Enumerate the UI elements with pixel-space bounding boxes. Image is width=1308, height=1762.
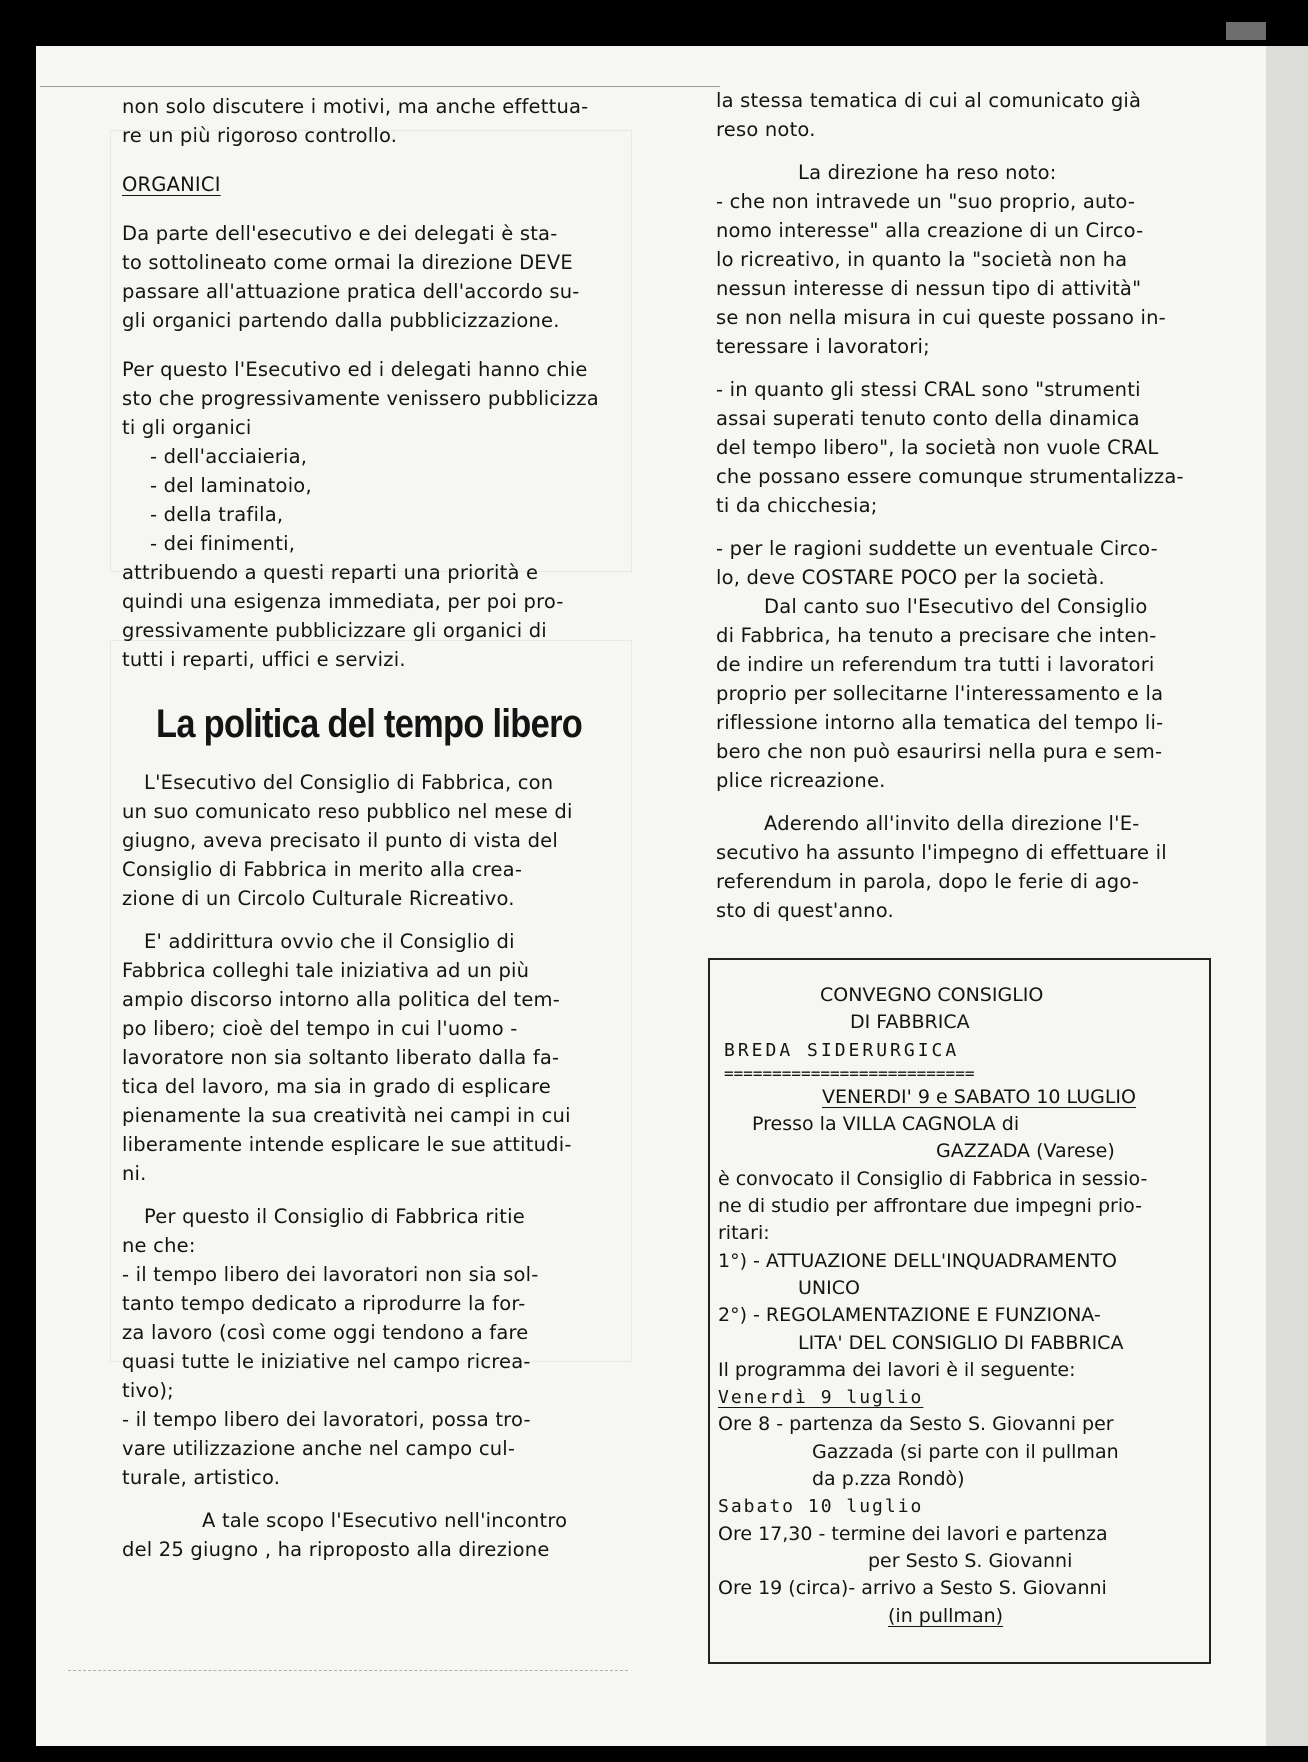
canto-paragraph: [716, 592, 1230, 795]
list-item: - dei finimenti,: [150, 532, 296, 555]
text-line: se non nella misura in cui queste possano in-: [716, 306, 1166, 329]
paragraph-ovvio: [122, 927, 662, 1188]
list-item: - dell'acciaieria,: [150, 445, 308, 468]
text-line: ti da chicchesia;: [716, 494, 878, 517]
text-line: - in quanto gli stessi CRAL sono "strumenti: [716, 378, 1141, 401]
text-line: quindi una esigenza immediata, per poi pro-: [122, 590, 564, 613]
program-intro: Il programma dei lavori è il seguente:: [718, 1358, 1076, 1381]
text-line: reso noto.: [716, 118, 816, 141]
text-line: nomo interesse" alla creazione di un Circo-: [716, 219, 1144, 242]
text-line: assai superati tenuto conto della dinamica: [716, 407, 1140, 430]
text-line: del 25 giugno , ha riproposto alla direzione: [122, 1538, 550, 1561]
text-line: - per le ragioni suddette un eventuale Circo-: [716, 537, 1158, 560]
text-line: Fabbrica colleghi tale iniziativa ad un più: [122, 959, 530, 982]
text-line: Aderendo all'invito della direzione l'E-: [764, 812, 1140, 835]
text-line: tivo);: [122, 1379, 174, 1402]
agenda-item-2: 2°) - REGOLAMENTAZIONE E FUNZIONA-: [718, 1304, 1101, 1327]
agenda-item-1: 1°) - ATTUAZIONE DELL'INQUADRAMENTO: [718, 1249, 1118, 1272]
text-line: teressare i lavoratori;: [716, 335, 930, 358]
program-line: Ore 17,30 - termine dei lavori e partenza: [718, 1522, 1108, 1545]
text-line: vare utilizzazione anche nel campo cul-: [122, 1437, 516, 1460]
text-line: quasi tutte le iniziative nel campo ricrea-: [122, 1350, 531, 1373]
text-line: riflessione intorno alla tematica del tempo li-: [716, 711, 1164, 734]
notice-place: GAZZADA (Varese): [936, 1140, 1115, 1163]
text-line: tanto tempo dedicato a riprodurre la for-: [122, 1292, 526, 1315]
text-line: Da parte dell'esecutivo e dei delegati è sta-: [122, 222, 558, 245]
cral-paragraph: [716, 375, 1230, 520]
text-line: gli organici partendo dalla pubblicizzazione.: [122, 309, 560, 332]
text-line: di Fabbrica, ha tenuto a precisare che inten-: [716, 624, 1157, 647]
organici-paragraph: [122, 219, 662, 335]
text-line: sto di quest'anno.: [716, 899, 894, 922]
text-line: ne che:: [122, 1234, 196, 1257]
text-line: un suo comunicato reso pubblico nel mese di: [122, 800, 573, 823]
program-day-1: Venerdì 9 luglio: [718, 1387, 924, 1409]
paragraph-ritiene: [122, 1202, 662, 1492]
program-day-2: Sabato 10 luglio: [718, 1496, 924, 1518]
text-line: - il tempo libero dei lavoratori non sia sol-: [122, 1263, 539, 1286]
text-line: nessun interesse di nessun tipo di attività": [716, 277, 1142, 300]
text-line: proprio per sollecitarne l'interessamento e la: [716, 682, 1164, 705]
binding-corner: [1226, 22, 1266, 40]
text-line: turale, artistico.: [122, 1466, 281, 1489]
program-line: da p.zza Rondò): [812, 1468, 965, 1491]
notice-title-line: CONVEGNO CONSIGLIO: [820, 984, 1044, 1006]
text-line: passare all'attuazione pratica dell'accordo su-: [122, 280, 580, 303]
notice-dates: VENERDI' 9 e SABATO 10 LUGLIO: [822, 1085, 1136, 1108]
aderendo-paragraph: [716, 809, 1230, 925]
text-line: Dal canto suo l'Esecutivo del Consiglio: [764, 595, 1148, 618]
text-line: - il tempo libero dei lavoratori, possa tro-: [122, 1408, 531, 1431]
text-line: A tale scopo l'Esecutivo nell'incontro: [202, 1509, 568, 1532]
text-line: liberamente intende esplicare le sue attitudi-: [122, 1133, 572, 1156]
text-line: ampio discorso intorno alla politica del tem-: [122, 988, 560, 1011]
text-line: del tempo libero", la società non vuole CRAL: [716, 436, 1159, 459]
text-line: lavoratore non sia soltanto liberato dalla fa-: [122, 1046, 560, 1069]
notice-text-line: è convocato il Consiglio di Fabbrica in sessio-: [718, 1167, 1148, 1190]
paragraph-scopo: [122, 1506, 662, 1564]
ragioni-paragraph: [716, 534, 1230, 592]
text-line: bero che non può esaurirsi nella pura e sem-: [716, 740, 1163, 763]
list-item: - della trafila,: [150, 503, 284, 526]
text-line: attribuendo a questi reparti una priorità e: [122, 561, 539, 584]
program-line: (in pullman): [888, 1604, 1004, 1627]
text-line: lo, deve COSTARE POCO per la società.: [716, 566, 1105, 589]
paragraph-comunicato: [122, 768, 662, 913]
text-line: po libero; cioè del tempo in cui l'uomo -: [122, 1017, 518, 1040]
text-line: giugno, aveva precisato il punto di vista del: [122, 829, 558, 852]
text-line: re un più rigoroso controllo.: [122, 124, 398, 147]
program-line: per Sesto S. Giovanni: [868, 1549, 1073, 1572]
article-headline: La politica del tempo libero: [156, 702, 583, 746]
bottom-rule: [68, 1670, 628, 1671]
notice-place: Presso la VILLA CAGNOLA di: [752, 1113, 1020, 1136]
text-line: referendum in parola, dopo le ferie di ago-: [716, 870, 1140, 893]
program-line: Ore 19 (circa)- arrivo a Sesto S. Giovanni: [718, 1577, 1107, 1600]
per-questo-paragraph: [122, 355, 662, 674]
text-line: ni.: [122, 1162, 147, 1185]
continuation-paragraph: [716, 86, 1230, 144]
text-line: Per questo il Consiglio di Fabbrica ritie: [144, 1205, 525, 1228]
notice-text-line: ne di studio per affrontare due impegni prio-: [718, 1195, 1142, 1218]
intro-paragraph: [122, 92, 662, 150]
text-line: lo ricreativo, in quanto la "società non ha: [716, 248, 1128, 271]
text-line: L'Esecutivo del Consiglio di Fabbrica, con: [144, 771, 554, 794]
text-line: Consiglio di Fabbrica in merito alla crea-: [122, 858, 523, 881]
top-rule: [40, 86, 720, 87]
page-edge: [1266, 46, 1308, 1746]
program-line: Ore 8 - partenza da Sesto S. Giovanni per: [718, 1413, 1114, 1436]
text-line: - che non intravede un "suo proprio, auto-: [716, 190, 1136, 213]
text-line: la stessa tematica di cui al comunicato già: [716, 89, 1142, 112]
direzione-paragraph: [716, 158, 1230, 361]
text-line: za lavoro (così come oggi tendono a fare: [122, 1321, 529, 1344]
text-line: Per questo l'Esecutivo ed i delegati hanno chie: [122, 358, 588, 381]
text-line: secutivo ha assunto l'impegno di effettuare il: [716, 841, 1167, 864]
program-line: Gazzada (si parte con il pullman: [812, 1440, 1119, 1463]
text-line: ti gli organici: [122, 416, 252, 439]
text-line: plice ricreazione.: [716, 769, 886, 792]
text-line: La direzione ha reso noto:: [798, 161, 1057, 184]
text-line: tica del lavoro, ma sia in grado di esplicare: [122, 1075, 551, 1098]
text-line: che possano essere comunque strumentalizza-: [716, 465, 1184, 488]
list-item: - del laminatoio,: [150, 474, 312, 497]
text-line: non solo discutere i motivi, ma anche effettua-: [122, 95, 589, 118]
agenda-item-1-cont: UNICO: [798, 1276, 860, 1299]
left-column: [122, 92, 662, 1564]
notice-separator: ==========================: [724, 1063, 975, 1083]
text-line: to sottolineato come ormai la direzione DEVE: [122, 251, 573, 274]
text-line: tutti i reparti, uffici e servizi.: [122, 648, 406, 671]
text-line: zione di un Circolo Culturale Ricreativo.: [122, 887, 515, 910]
text-line: gressivamente pubblicizzare gli organici di: [122, 619, 547, 642]
text-line: sto che progressivamente venissero pubblicizza: [122, 387, 599, 410]
agenda-item-2-cont: LITA' DEL CONSIGLIO DI FABBRICA: [798, 1331, 1124, 1354]
notice-title-line: DI FABBRICA: [850, 1011, 970, 1034]
notice-text-line: ritari:: [718, 1222, 770, 1245]
convegno-notice-box: [708, 958, 1211, 1664]
text-line: de indire un referendum tra tutti i lavoratori: [716, 653, 1155, 676]
text-line: E' addirittura ovvio che il Consiglio di: [144, 930, 515, 953]
text-line: pienamente la sua creatività nei campi in cui: [122, 1104, 571, 1127]
organici-heading: ORGANICI: [122, 173, 221, 196]
notice-company: BREDA SIDERURGICA: [724, 1039, 960, 1061]
right-column: [716, 86, 1230, 925]
